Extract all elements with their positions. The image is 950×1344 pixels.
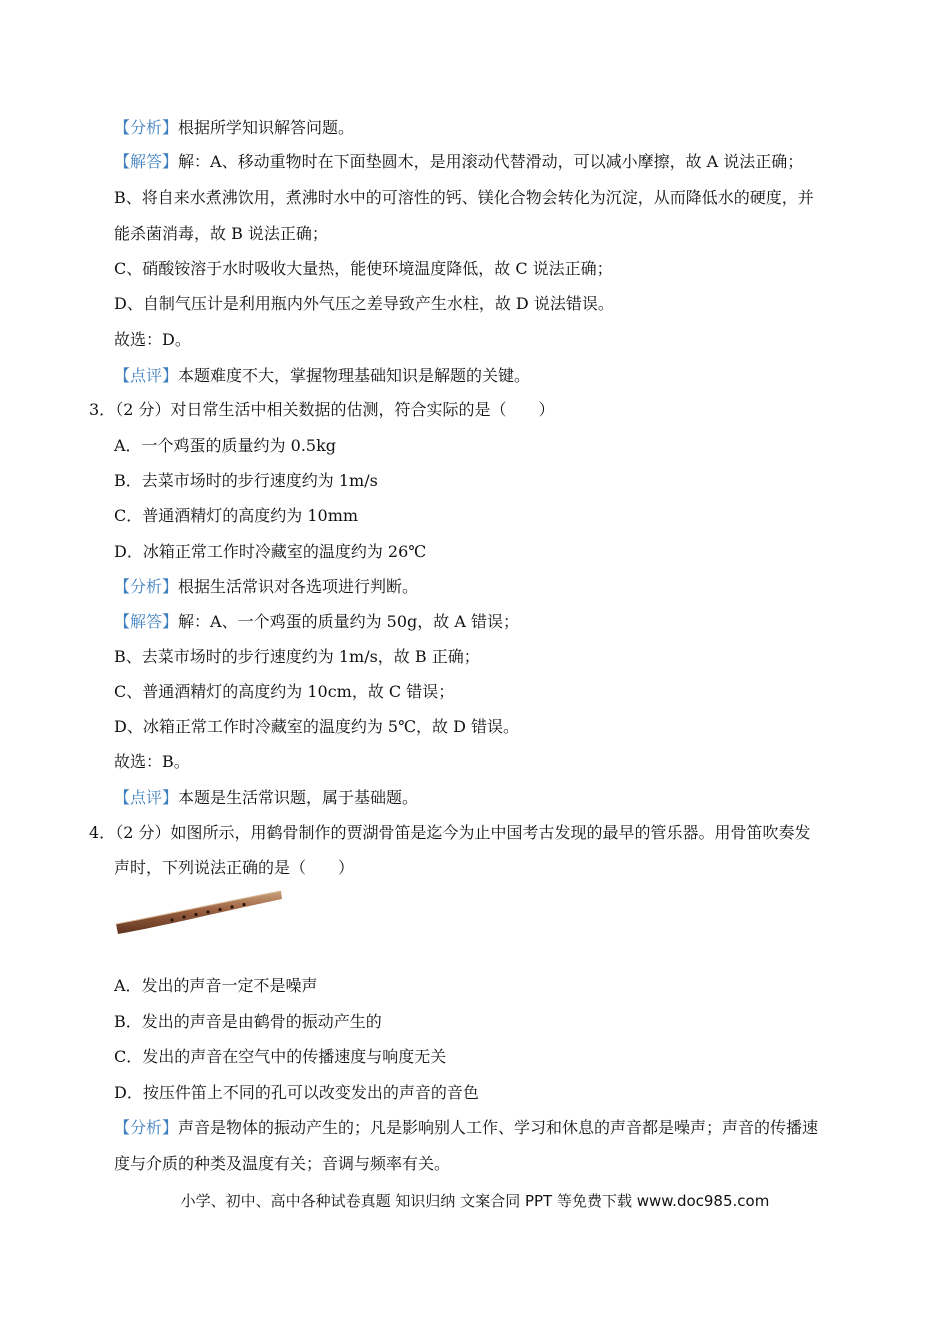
q3-choice: 故选：B。 bbox=[114, 752, 190, 771]
q2-answer-line-1: 【解答】解：A、移动重物时在下面垫圆木，是用滚动代替滑动，可以减小摩擦，故 A 说法正确； bbox=[114, 152, 804, 171]
bone-flute-image bbox=[114, 884, 284, 940]
q3-option-c: C．普通酒精灯的高度约为 10mm bbox=[114, 506, 359, 525]
q4-option-b: B．发出的声音是由鹤骨的振动产生的 bbox=[114, 1012, 382, 1031]
q2-comment: 【点评】本题难度不大，掌握物理基础知识是解题的关键。 bbox=[114, 366, 531, 385]
q4-option-a: A．发出的声音一定不是噪声 bbox=[114, 976, 318, 995]
q3-answer-line-4: D、冰箱正常工作时冷藏室的温度约为 5℃，故 D 错误。 bbox=[114, 717, 519, 736]
q3-option-d: D．冰箱正常工作时冷藏室的温度约为 26℃ bbox=[114, 542, 427, 561]
comment-tag: 【点评】 bbox=[114, 788, 179, 807]
q4-stem-line-1: 4．（2 分）如图所示，用鹤骨制作的贾湖骨笛是迄今为止中国考古发现的最早的管乐器。用骨笛吹奏发 bbox=[89, 823, 811, 842]
q3-answer-line-3: C、普通酒精灯的高度约为 10cm，故 C 错误； bbox=[114, 682, 455, 701]
q3-number: 3． bbox=[89, 400, 116, 419]
q3-answer-line-2: B、去菜市场时的步行速度约为 1m/s，故 B 正确； bbox=[114, 647, 480, 666]
q3-analysis: 【分析】根据生活常识对各选项进行判断。 bbox=[114, 577, 419, 596]
analysis-tag: 【分析】 bbox=[114, 1118, 179, 1137]
analysis-tag: 【分析】 bbox=[114, 118, 179, 137]
q3-answer-line-1: 【解答】解：A、一个鸡蛋的质量约为 50g，故 A 错误； bbox=[114, 612, 519, 631]
page-footer: 小学、初中、高中各种试卷真题 知识归纳 文案合同 PPT 等免费下载 www.doc985.com bbox=[180, 1192, 770, 1210]
q2-analysis: 【分析】根据所学知识解答问题。 bbox=[114, 118, 355, 137]
q4-option-c: C．发出的声音在空气中的传播速度与响度无关 bbox=[114, 1047, 447, 1066]
q3-option-b: B．去菜市场时的步行速度约为 1m/s bbox=[114, 471, 378, 490]
comment-tag: 【点评】 bbox=[114, 366, 179, 385]
answer-tag: 【解答】 bbox=[114, 152, 179, 171]
q2-answer-line-5: D、自制气压计是利用瓶内外气压之差导致产生水柱，故 D 说法错误。 bbox=[114, 294, 614, 313]
q2-choice: 故选：D。 bbox=[114, 330, 191, 349]
q3-stem: 3．（2 分）对日常生活中相关数据的估测，符合实际的是（ ） bbox=[89, 400, 555, 419]
answer-tag: 【解答】 bbox=[114, 612, 179, 631]
analysis-tag: 【分析】 bbox=[114, 577, 179, 596]
q2-answer-line-2: B、将自来水煮沸饮用，煮沸时水中的可溶性的钙、镁化合物会转化为沉淀，从而降低水的硬度，并 bbox=[114, 188, 814, 207]
q4-option-d: D．按压件笛上不同的孔可以改变发出的声音的音色 bbox=[114, 1083, 479, 1102]
q4-analysis-line-2: 度与介质的种类及温度有关；音调与频率有关。 bbox=[114, 1154, 451, 1173]
q4-number: 4． bbox=[89, 823, 116, 842]
q2-answer-line-3: 能杀菌消毒，故 B 说法正确； bbox=[114, 224, 328, 243]
q2-answer-line-4: C、硝酸铵溶于水时吸收大量热，能使环境温度降低，故 C 说法正确； bbox=[114, 259, 613, 278]
q3-option-a: A．一个鸡蛋的质量约为 0.5kg bbox=[114, 436, 337, 455]
q4-stem-line-2: 声时，下列说法正确的是（ ） bbox=[114, 858, 355, 877]
q3-comment: 【点评】本题是生活常识题，属于基础题。 bbox=[114, 788, 419, 807]
q4-analysis-line-1: 【分析】声音是物体的振动产生的；凡是影响别人工作、学习和休息的声音都是噪声；声音的传播速 bbox=[114, 1118, 819, 1137]
